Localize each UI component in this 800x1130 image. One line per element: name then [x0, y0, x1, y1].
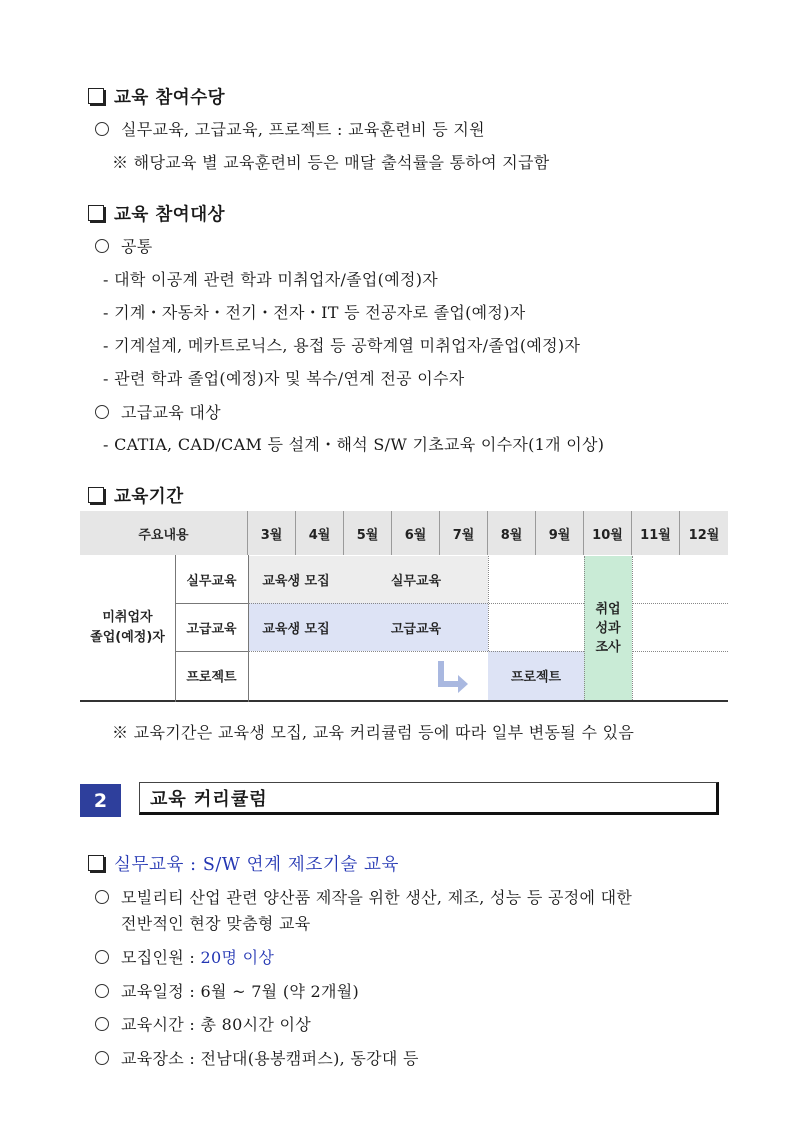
target-common: 공통: [95, 234, 153, 257]
arrow-right-icon: [436, 661, 470, 693]
heading-practical: 실무교육 : S/W 연계 제조기술 교육: [88, 851, 399, 876]
bar-employment-survey: 취업 성과 조사: [584, 556, 632, 700]
bar-advanced-course: 고급교육: [344, 603, 488, 651]
recruit-count: 20명 이상: [200, 948, 275, 967]
table-bottom-border: [80, 700, 728, 702]
circle-bullet-icon: [95, 890, 109, 904]
grid-line: [632, 556, 633, 700]
header-month: 3월: [248, 511, 296, 555]
circle-bullet-icon: [95, 405, 109, 419]
allowance-note: ※ 해당교육 별 교육훈련비 등은 매달 출석률을 통하여 지급함: [112, 153, 550, 172]
grid-line: [248, 555, 249, 702]
bar-practical-recruit: 교육생 모집: [248, 556, 344, 603]
circle-bullet-icon: [95, 1017, 109, 1031]
circle-bullet-icon: [95, 984, 109, 998]
target-item: - 관련 학과 졸업(예정)자 및 복수/연계 전공 이수자: [103, 369, 465, 388]
row-label-project: 프로젝트: [186, 670, 237, 685]
row-label-practical: 실무교육: [186, 574, 237, 589]
grid-line: [584, 556, 585, 700]
schedule-table: [80, 511, 728, 702]
practical-recruit: 모집인원 : 20명 이상: [95, 945, 274, 968]
practical-schedule: 교육일정 : 6월 ~ 7월 (약 2개월): [95, 979, 359, 1002]
header-month: 5월: [344, 511, 392, 555]
header-month: 9월: [536, 511, 584, 555]
header-month: 6월: [392, 511, 440, 555]
practical-desc-cont: 전반적인 현장 맞춤형 교육: [121, 914, 311, 933]
target-advanced: 고급교육 대상: [95, 400, 221, 423]
bar-advanced-recruit: 교육생 모집: [248, 603, 344, 651]
section-number-badge: 2: [80, 784, 121, 817]
row-label-advanced: 고급교육: [186, 621, 237, 637]
practical-place: 교육장소 : 전남대(용봉캠퍼스), 동강대 등: [95, 1046, 419, 1069]
target-item: - 대학 이공계 관련 학과 미취업자/졸업(예정)자: [103, 270, 439, 289]
grid-line: [175, 651, 248, 652]
heading-allowance: 교육 참여수당: [88, 84, 225, 109]
header-month: 10월: [584, 511, 632, 555]
bar-practical-course: 실무교육: [344, 556, 488, 603]
target-advanced-item: - CATIA, CAD/CAM 등 설계・해석 S/W 기초교육 이수자(1개 이상): [103, 435, 605, 454]
checkbox-square-icon: [88, 487, 104, 503]
heading-target: 교육 참여대상: [88, 201, 225, 226]
practical-desc: 모빌리티 산업 관련 양산품 제작을 위한 생산, 제조, 성능 등 공정에 대한: [95, 885, 632, 908]
circle-bullet-icon: [95, 239, 109, 253]
grid-line: [175, 555, 176, 702]
grid-line: [632, 651, 728, 652]
target-item: - 기계설계, 메카트로닉스, 용접 등 공학계열 미취업자/졸업(예정)자: [103, 336, 581, 355]
section-title: 교육 커리큘럼: [139, 782, 719, 815]
circle-bullet-icon: [95, 122, 109, 136]
checkbox-square-icon: [88, 855, 104, 871]
header-month: 4월: [296, 511, 344, 555]
practical-hours: 교육시간 : 총 80시간 이상: [95, 1012, 311, 1035]
circle-bullet-icon: [95, 1051, 109, 1065]
bar-project: 프로젝트: [488, 651, 584, 700]
target-item: - 기계・자동차・전기・전자・IT 등 전공자로 졸업(예정)자: [103, 303, 526, 322]
header-month: 8월: [488, 511, 536, 555]
header-main-content: 주요내용: [80, 511, 248, 555]
group-label: 미취업자 졸업(예정)자: [90, 610, 165, 645]
header-month: 12월: [680, 511, 728, 555]
checkbox-square-icon: [88, 88, 104, 104]
grid-line: [632, 603, 728, 604]
checkbox-square-icon: [88, 205, 104, 221]
grid-line: [248, 651, 584, 652]
header-month: 7월: [440, 511, 488, 555]
grid-line: [248, 603, 584, 604]
heading-period: 교육기간: [88, 483, 184, 508]
allowance-line: 실무교육, 고급교육, 프로젝트 : 교육훈련비 등 지원: [95, 117, 485, 140]
period-note: ※ 교육기간은 교육생 모집, 교육 커리큘럼 등에 따라 일부 변동될 수 있음: [112, 723, 635, 742]
grid-line: [488, 556, 489, 651]
grid-line: [175, 603, 248, 604]
header-month: 11월: [632, 511, 680, 555]
circle-bullet-icon: [95, 950, 109, 964]
